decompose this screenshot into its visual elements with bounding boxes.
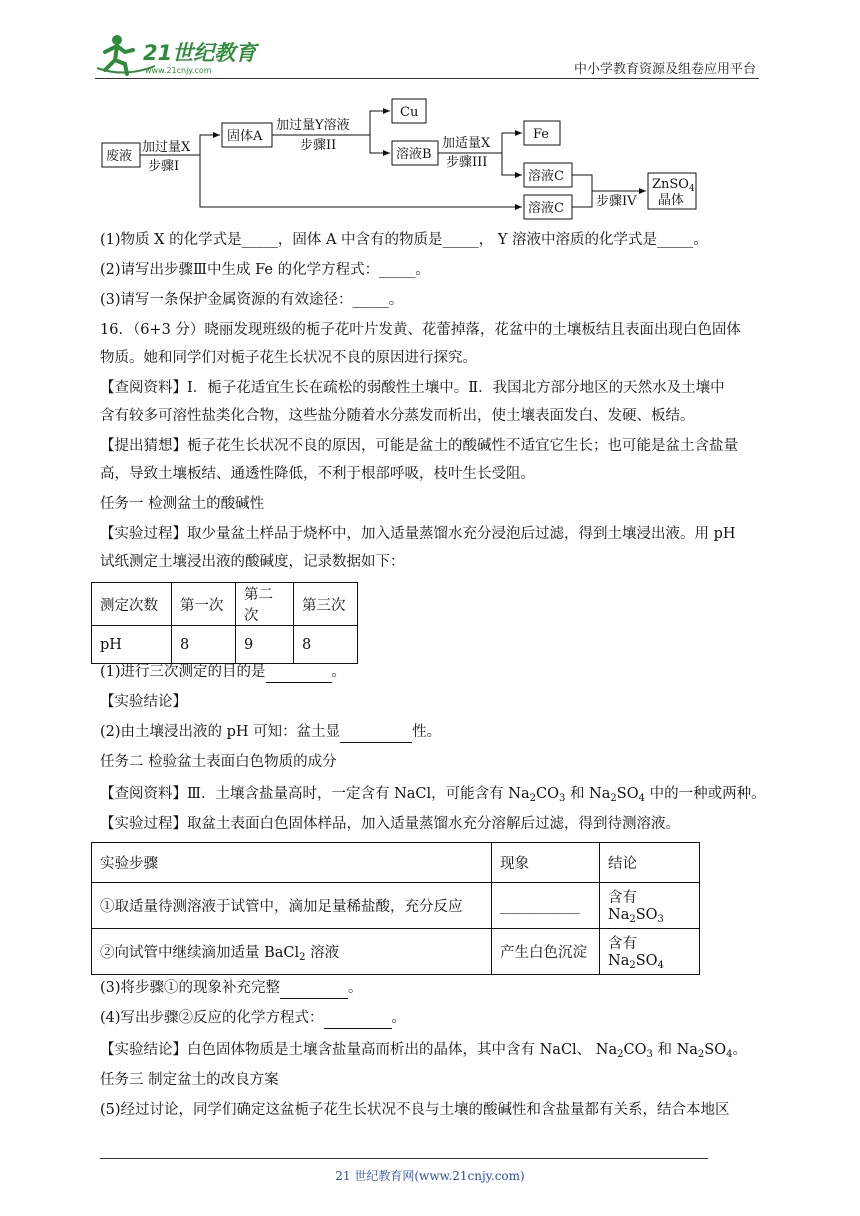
experiment-table <box>91 842 700 975</box>
svg-text:Cu: Cu <box>400 105 419 120</box>
ph-header-3: 第三次 <box>294 583 358 626</box>
procedure-2: 【实验过程】取盆土表面白色固体样品，加入适量蒸馏水充分溶解后过滤，得到待测溶液。 <box>100 816 680 832</box>
sub-question-2: (2)由土壤浸出液的 pH 可知：盆土显 性。 <box>100 722 441 743</box>
exp-row1-phenomenon: ___________ <box>492 883 600 929</box>
conclusion-title: 【实验结论】 <box>100 694 187 710</box>
svg-text:加过量X: 加过量X <box>142 140 191 155</box>
procedure-1-line1: 【实验过程】取少量盆土样品于烧杯中，加入适量蒸馏水充分浸泡后过滤，得到土壤浸出液。用 pH <box>100 526 736 542</box>
svg-text:步骤IV: 步骤IV <box>596 194 637 209</box>
svg-text:ZnSO4: ZnSO$_4$ <box>652 177 695 194</box>
ph-header-1: 第一次 <box>172 583 236 626</box>
info-1-line1: 【查阅资料】Ⅰ．栀子花适宜生长在疏松的弱酸性土壤中。Ⅱ．我国北方部分地区的天然水及土壤中 <box>100 380 725 396</box>
svg-text:溶液C: 溶液C <box>528 201 564 216</box>
svg-text:溶液B: 溶液B <box>396 147 432 162</box>
info-1-line2: 含有较多可溶性盐类化合物，这些盐分随着水分蒸发而析出，使土壤表面发白、发硬、板结。 <box>100 408 695 424</box>
sub-question-4: (4)写出步骤②反应的化学方程式： 。 <box>100 1008 406 1029</box>
task-3-title: 任务三 制定盆土的改良方案 <box>100 1072 279 1088</box>
site-logo <box>95 30 265 80</box>
svg-text:Fe: Fe <box>533 127 550 142</box>
sub-question-1: (1)进行三次测定的目的是 。 <box>100 662 346 683</box>
sub-question-5: (5)经过讨论，同学们确定这盆栀子花生长状况不良与土壤的酸碱性和含盐量都有关系，结合本地区 <box>100 1102 730 1118</box>
exp-header-phenomenon: 现象 <box>492 843 600 883</box>
ph-table <box>91 582 358 664</box>
process-flow-diagram <box>100 95 740 220</box>
procedure-1-line2: 试纸测定土壤浸出液的酸碱度，记录数据如下： <box>100 554 405 570</box>
logo-text: 21世纪教育 <box>143 41 257 65</box>
exp-header-conclusion: 结论 <box>600 843 700 883</box>
task-2-title: 任务二 检验盆土表面白色物质的成分 <box>100 754 337 770</box>
svg-text:溶液C: 溶液C <box>528 169 564 184</box>
svg-text:步骤III: 步骤III <box>446 155 488 170</box>
info-3: 【查阅资料】Ⅲ．土壤含盐量高时，一定含有 NaCl，可能含有 $Na_2CO_3$ 和 $Na_2SO_4$ 中的一种或两种。 <box>100 786 766 804</box>
question-2: (2)请写出步骤Ⅲ中生成 Fe 的化学方程式：_____。 <box>100 262 430 278</box>
question-16-line1: 16．（6+3 分）晓丽发现班级的栀子花叶片发黄、花蕾掉落，花盆中的土壤板结且表面出现白色固体 <box>100 322 741 338</box>
exp-row2-phenomenon: 产生白色沉淀 <box>492 929 600 975</box>
question-16-line2: 物质。她和同学们对栀子花生长状况不良的原因进行探究。 <box>100 350 477 366</box>
exp-row1-conclusion: 含有 $Na_2SO_3$ <box>600 883 700 929</box>
exp-row2-conclusion: 含有 $Na_2SO_4$ <box>600 929 700 975</box>
svg-text:晶体: 晶体 <box>658 193 685 208</box>
svg-text:步骤II: 步骤II <box>300 138 337 153</box>
footer-link[interactable]: 21 世纪教育网(www.21cnjy.com) <box>335 1169 525 1183</box>
hypothesis-line1: 【提出猜想】栀子花生长状况不良的原因，可能是盆土的酸碱性不适宜它生长；也可能是盆土含盐量 <box>100 438 738 454</box>
ph-row-label: pH <box>92 626 172 664</box>
hypothesis-line2: 高，导致土壤板结、通透性降低，不利于根部呼吸，枝叶生长受阻。 <box>100 466 535 482</box>
conclusion-2: 【实验结论】白色固体物质是土壤含盐量高而析出的晶体，其中含有 NaCl、 $Na_2CO_3$ 和 $Na_2SO_4$。 <box>100 1042 747 1060</box>
ph-value-3: 8 <box>294 626 358 664</box>
ph-header-0: 测定次数 <box>92 583 172 626</box>
svg-text:加适量X: 加适量X <box>442 136 491 151</box>
footer-divider <box>100 1158 708 1159</box>
exp-header-step: 实验步骤 <box>92 843 492 883</box>
logo-url: www.21cnjy.com <box>145 66 212 75</box>
svg-text:废液: 废液 <box>106 149 133 164</box>
task-1-title: 任务一 检测盆土的酸碱性 <box>100 496 265 512</box>
question-3: (3)请写一条保护金属资源的有效途径：_____。 <box>100 292 404 308</box>
ph-value-2: 9 <box>236 626 294 664</box>
svg-text:加过量Y溶液: 加过量Y溶液 <box>276 118 350 133</box>
header-divider <box>95 78 759 79</box>
question-1: (1)物质 X 的化学式是_____，固体 A 中含有的物质是_____， Y 溶液中溶质的化学式是_____。 <box>100 232 708 248</box>
ph-value-1: 8 <box>172 626 236 664</box>
exp-row1-step: ①取适量待测溶液于试管中，滴加足量稀盐酸，充分反应 <box>92 883 492 929</box>
platform-name: 中小学教育资源及组卷应用平台 <box>573 62 756 77</box>
ph-header-2: 第二次 <box>236 583 294 626</box>
exp-row2-step: ②向试管中继续滴加适量 BaCl$_2$ 溶液 <box>92 929 492 975</box>
svg-text:步骤I: 步骤I <box>148 159 180 174</box>
sub-question-3: (3)将步骤①的现象补充完整 。 <box>100 978 363 999</box>
svg-text:固体A: 固体A <box>227 129 263 144</box>
